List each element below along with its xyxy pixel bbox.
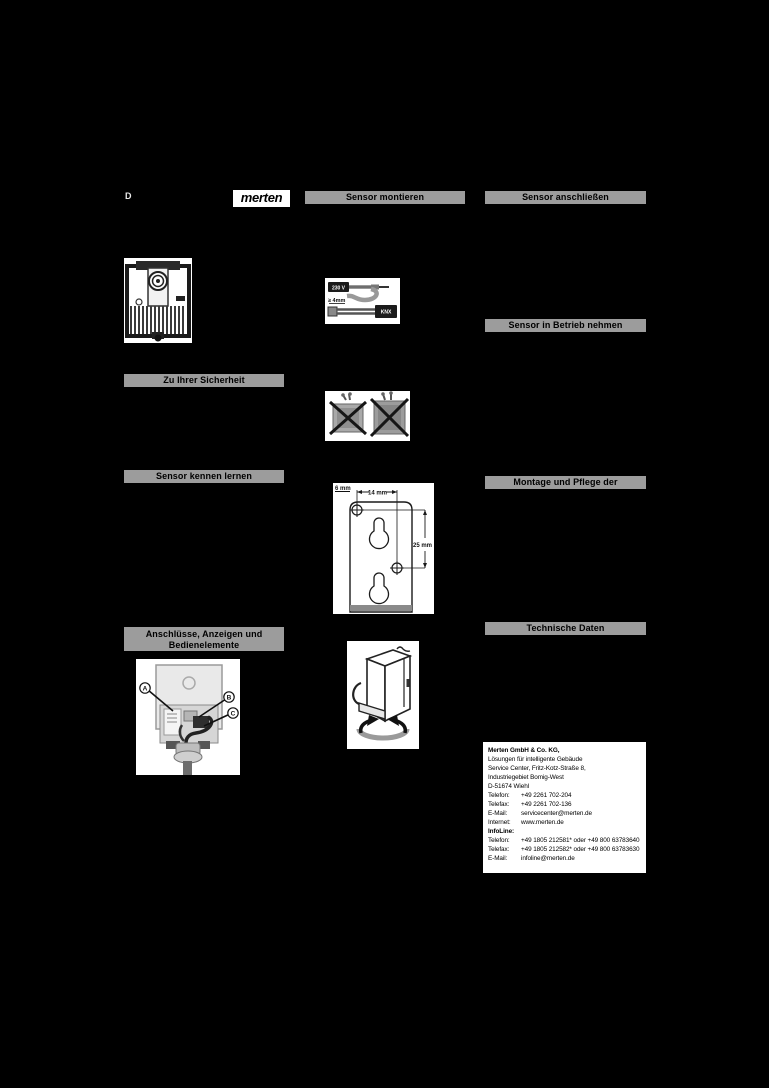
infoline-row: [488, 845, 646, 854]
infoline-row: [488, 836, 646, 845]
section-header-montage-und-pflege: Montage und Pflege der Abdeckhaube: [485, 476, 646, 489]
prohibition-illustration: [325, 391, 410, 441]
height-dimension-label: 25 mm: [412, 543, 432, 549]
contact-label: E-Mail:: [488, 810, 508, 817]
contact-row: [488, 791, 646, 800]
wiring-drawing: [325, 278, 400, 324]
contact-label: Telefax:: [488, 846, 510, 853]
section-header-zu-ihrer-sicherheit: Zu Ihrer Sicherheit: [124, 374, 284, 387]
crossed-out-drawing: [325, 391, 410, 441]
strip-length-label: ≥ 4mm: [328, 298, 346, 304]
contact-row: [488, 800, 646, 809]
manufacturer-contact-box: [483, 742, 646, 880]
contact-label: E-Mail:: [488, 855, 508, 862]
address-line: Industriegebiet Bomig-West: [488, 774, 564, 781]
contact-value: +49 2261 702-204: [521, 792, 572, 799]
dimension-drawing: [333, 483, 434, 614]
contact-label: Telefon:: [488, 792, 510, 799]
contact-spacer: [488, 863, 646, 872]
section-header-sensor-in-betrieb-nehmen: Sensor in Betrieb nehmen: [485, 319, 646, 332]
depth-dimension-label: 6 mm: [335, 486, 351, 492]
mounting-plate-dimensions: [333, 483, 434, 614]
section-header-sensor-kennen-lernen: Sensor kennen lernen: [124, 470, 284, 483]
connections-drawing: [136, 659, 240, 775]
contact-value: +49 1805 212582* oder +49 800 63783630: [521, 846, 640, 853]
rotation-drawing: [347, 641, 419, 749]
contact-row: [488, 809, 646, 818]
contact-value: servicecenter@merten.de: [521, 810, 592, 817]
contact-label: Telefon:: [488, 837, 510, 844]
width-dimension-label: 14 mm: [367, 490, 388, 497]
contact-value: +49 2261 702-136: [521, 801, 572, 808]
contact-value: +49 1805 212581* oder +49 800 63783640: [521, 837, 640, 844]
callout-a-label: A: [142, 685, 148, 693]
infoline-heading: InfoLine:: [488, 828, 515, 835]
footnote: * kostenpflichtig / fee required: [488, 873, 569, 880]
language-marker: D: [125, 191, 132, 201]
address-line: D-51674 Wiehl: [488, 783, 529, 790]
header-line-2: Bedienelemente: [168, 640, 240, 650]
mains-voltage-label: 230 V: [331, 285, 346, 292]
contact-label: Telefax:: [488, 801, 510, 808]
section-header-sensor-montieren: Sensor montieren: [305, 191, 465, 204]
sensor-front-drawing: [124, 258, 192, 343]
header-line-1: Anschlüsse, Anzeigen und: [145, 629, 263, 639]
contact-value: www.merten.de: [521, 819, 564, 826]
sensor-product-illustration: [124, 258, 192, 343]
section-header-sensor-anschliessen: Sensor anschließen: [485, 191, 646, 204]
connections-photo: [136, 659, 240, 775]
wiring-illustration: [325, 278, 400, 324]
contact-value: infoline@merten.de: [521, 855, 575, 862]
address-line: Lösungen für intelligente Gebäude: [488, 756, 583, 763]
infoline-row: [488, 854, 646, 863]
contact-label: Internet:: [488, 819, 511, 826]
callout-c-label: C: [230, 710, 236, 718]
section-header-technische-daten: Technische Daten: [485, 622, 646, 635]
address-line: Service Center, Fritz-Kotz-Straße 8,: [488, 765, 586, 772]
company-name: Merten GmbH & Co. KG,: [488, 747, 560, 754]
merten-logo: merten: [233, 190, 290, 207]
rotation-illustration: [347, 641, 419, 749]
bus-label: KNX: [380, 309, 392, 316]
contact-row: [488, 818, 646, 827]
section-header-anschluesse-anzeigen: [124, 627, 284, 651]
callout-b-label: B: [226, 694, 232, 702]
